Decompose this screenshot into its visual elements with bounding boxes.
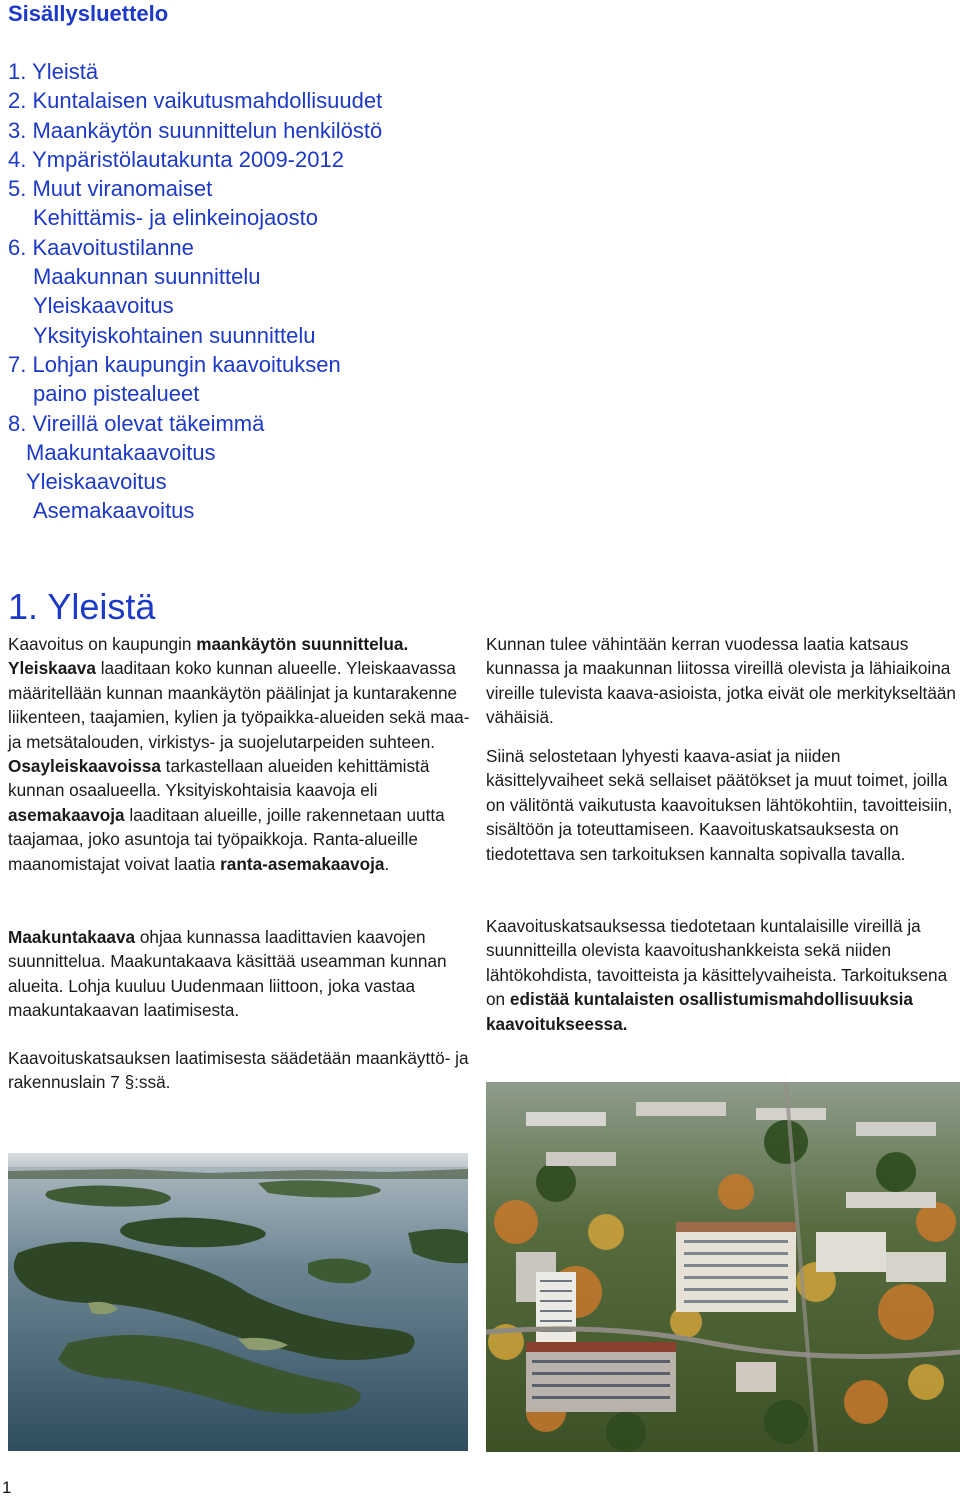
- right-column-p1: [486, 632, 958, 730]
- toc-item: 5. Muut viranomaiset: [8, 176, 213, 202]
- section-title: 1. Yleistä: [8, 586, 156, 627]
- text: ohjaa kunnassa laadittavien kaavojen suunnittelua. Maakuntakaava käsittää useamman kunnan alueita. Lohja kuuluu Uudenmaan liittoon, joka vastaa maakuntakaavan laatimisesta.: [8, 927, 447, 1021]
- town-aerial-photo: [486, 1082, 960, 1452]
- bold-text: Yleiskaava: [8, 658, 96, 679]
- toc-item: 8. Vireillä olevat täkeimmä: [8, 410, 265, 436]
- bold-text: edistää kuntalaisten osallistumismahdollisuuksia kaavoitukseessa.: [486, 989, 913, 1034]
- toc-item: 6. Kaavoitustilanne: [8, 234, 194, 260]
- lake-aerial-photo: [8, 1153, 468, 1451]
- toc-item: 1. Yleistä: [8, 59, 99, 84]
- paragraph-maakuntakaava: [8, 925, 470, 1023]
- right-column-p2: [486, 744, 958, 866]
- toc-item: 3. Maankäytön suunnittelun henkilöstö: [8, 117, 383, 143]
- bold-text: Maakuntakaava: [8, 927, 136, 947]
- text: .: [384, 853, 390, 874]
- toc-subitem: Yksityiskohtainen suunnittelu: [33, 322, 316, 348]
- bold-text: ranta-asemakaavoja: [220, 853, 385, 874]
- toc-item: 2. Kuntalaisen vaikutusmahdollisuudet: [8, 88, 383, 114]
- paragraph-katsaus: Kunnan tulee vähintään kerran vuodessa laatia katsaus kunnassa ja maakunnan liitossa vireillä olevista ja lähiaikoina vireille tulevista kaava-asioista, jotka eivät ole merkitykseltään vähäisiä.: [486, 634, 956, 728]
- toc-item: 4. Ympäristölautakunta 2009-2012: [8, 146, 344, 172]
- text: tarkastellaan alueiden kehittämistä kunnan osaalueella. Yksityiskohtaisia kaavoja eli: [8, 756, 430, 801]
- text: Kaavoitus on kaupungin: [8, 634, 197, 654]
- toc-subitem: paino pistealueet: [33, 381, 200, 407]
- left-column-p3: [8, 1046, 470, 1095]
- bold-text: asemakaavoja: [8, 804, 125, 825]
- paragraph-kaavoitus: [8, 632, 470, 876]
- toc-title: Sisällysluettelo: [8, 1, 169, 26]
- paragraph-laki: Kaavoituskatsauksen laatimisesta säädetään maankäyttö- ja rakennuslain 7 §:ssä.: [8, 1048, 469, 1093]
- left-column-p2: [8, 925, 470, 1023]
- table-of-contents: [8, 57, 382, 526]
- text: laaditaan alueille, joille rakennetaan uutta taajamaa, joko asuntoja tai työpaikkoja. Ranta-alueille maanomistajat voivat laatia: [8, 804, 445, 874]
- town-photo-svg: [486, 1082, 960, 1452]
- left-column: [8, 632, 470, 876]
- page-number: 1: [2, 1478, 12, 1497]
- lake-photo-svg: [8, 1153, 468, 1451]
- toc-subitem: Asemakaavoitus: [33, 498, 195, 524]
- text: laaditaan koko kunnan alueelle. Yleiskaavassa määritellään kunnan maankäytön päälinjat ja kuntarakenne liikenteen, taajamien, kylien ja työpaikka-alueiden sekä maa- ja metsätalouden, virkistys- ja suojelutarpeiden suhteen.: [8, 658, 470, 752]
- toc-item: 7. Lohjan kaupungin kaavoituksen: [8, 351, 341, 377]
- bold-text: Osayleiskaavoissa: [8, 756, 161, 777]
- toc-subitem: Kehittämis- ja elinkeinojaosto: [33, 205, 318, 231]
- toc-subitem: Maakunnan suunnittelu: [33, 264, 261, 290]
- text: Kaavoituskatsauksessa tiedotetaan kuntalaisille vireillä ja suunnitteilla olevista kaavoitushankkeista sekä niiden lähtökohdista, tavoitteista ja käsittelyvaiheista. Tarkoituksena on: [486, 916, 948, 1010]
- paragraph-selostus: Siinä selostetaan lyhyesti kaava-asiat ja niiden käsittelyvaiheet sekä sellaiset päätökset ja muut toimet, joilla on välitöntä vaikutusta kaavoituksen lähtökohtiin, tavoitteisiin, sisältöön ja toteuttamiseen. Kaavoituskatsauksesta on tiedotettava sen tarkoituksen kannalta sopivalla tavalla.: [486, 746, 953, 864]
- bold-text: maankäytön suunnittelua.: [196, 634, 409, 654]
- toc-subitem: Yleiskaavoitus: [33, 293, 174, 319]
- paragraph-tiedotus: [486, 914, 958, 1036]
- toc-subitem: Maakuntakaavoitus: [26, 439, 216, 465]
- toc-subitem: Yleiskaavoitus: [26, 469, 167, 495]
- right-column-p3: [486, 914, 958, 1036]
